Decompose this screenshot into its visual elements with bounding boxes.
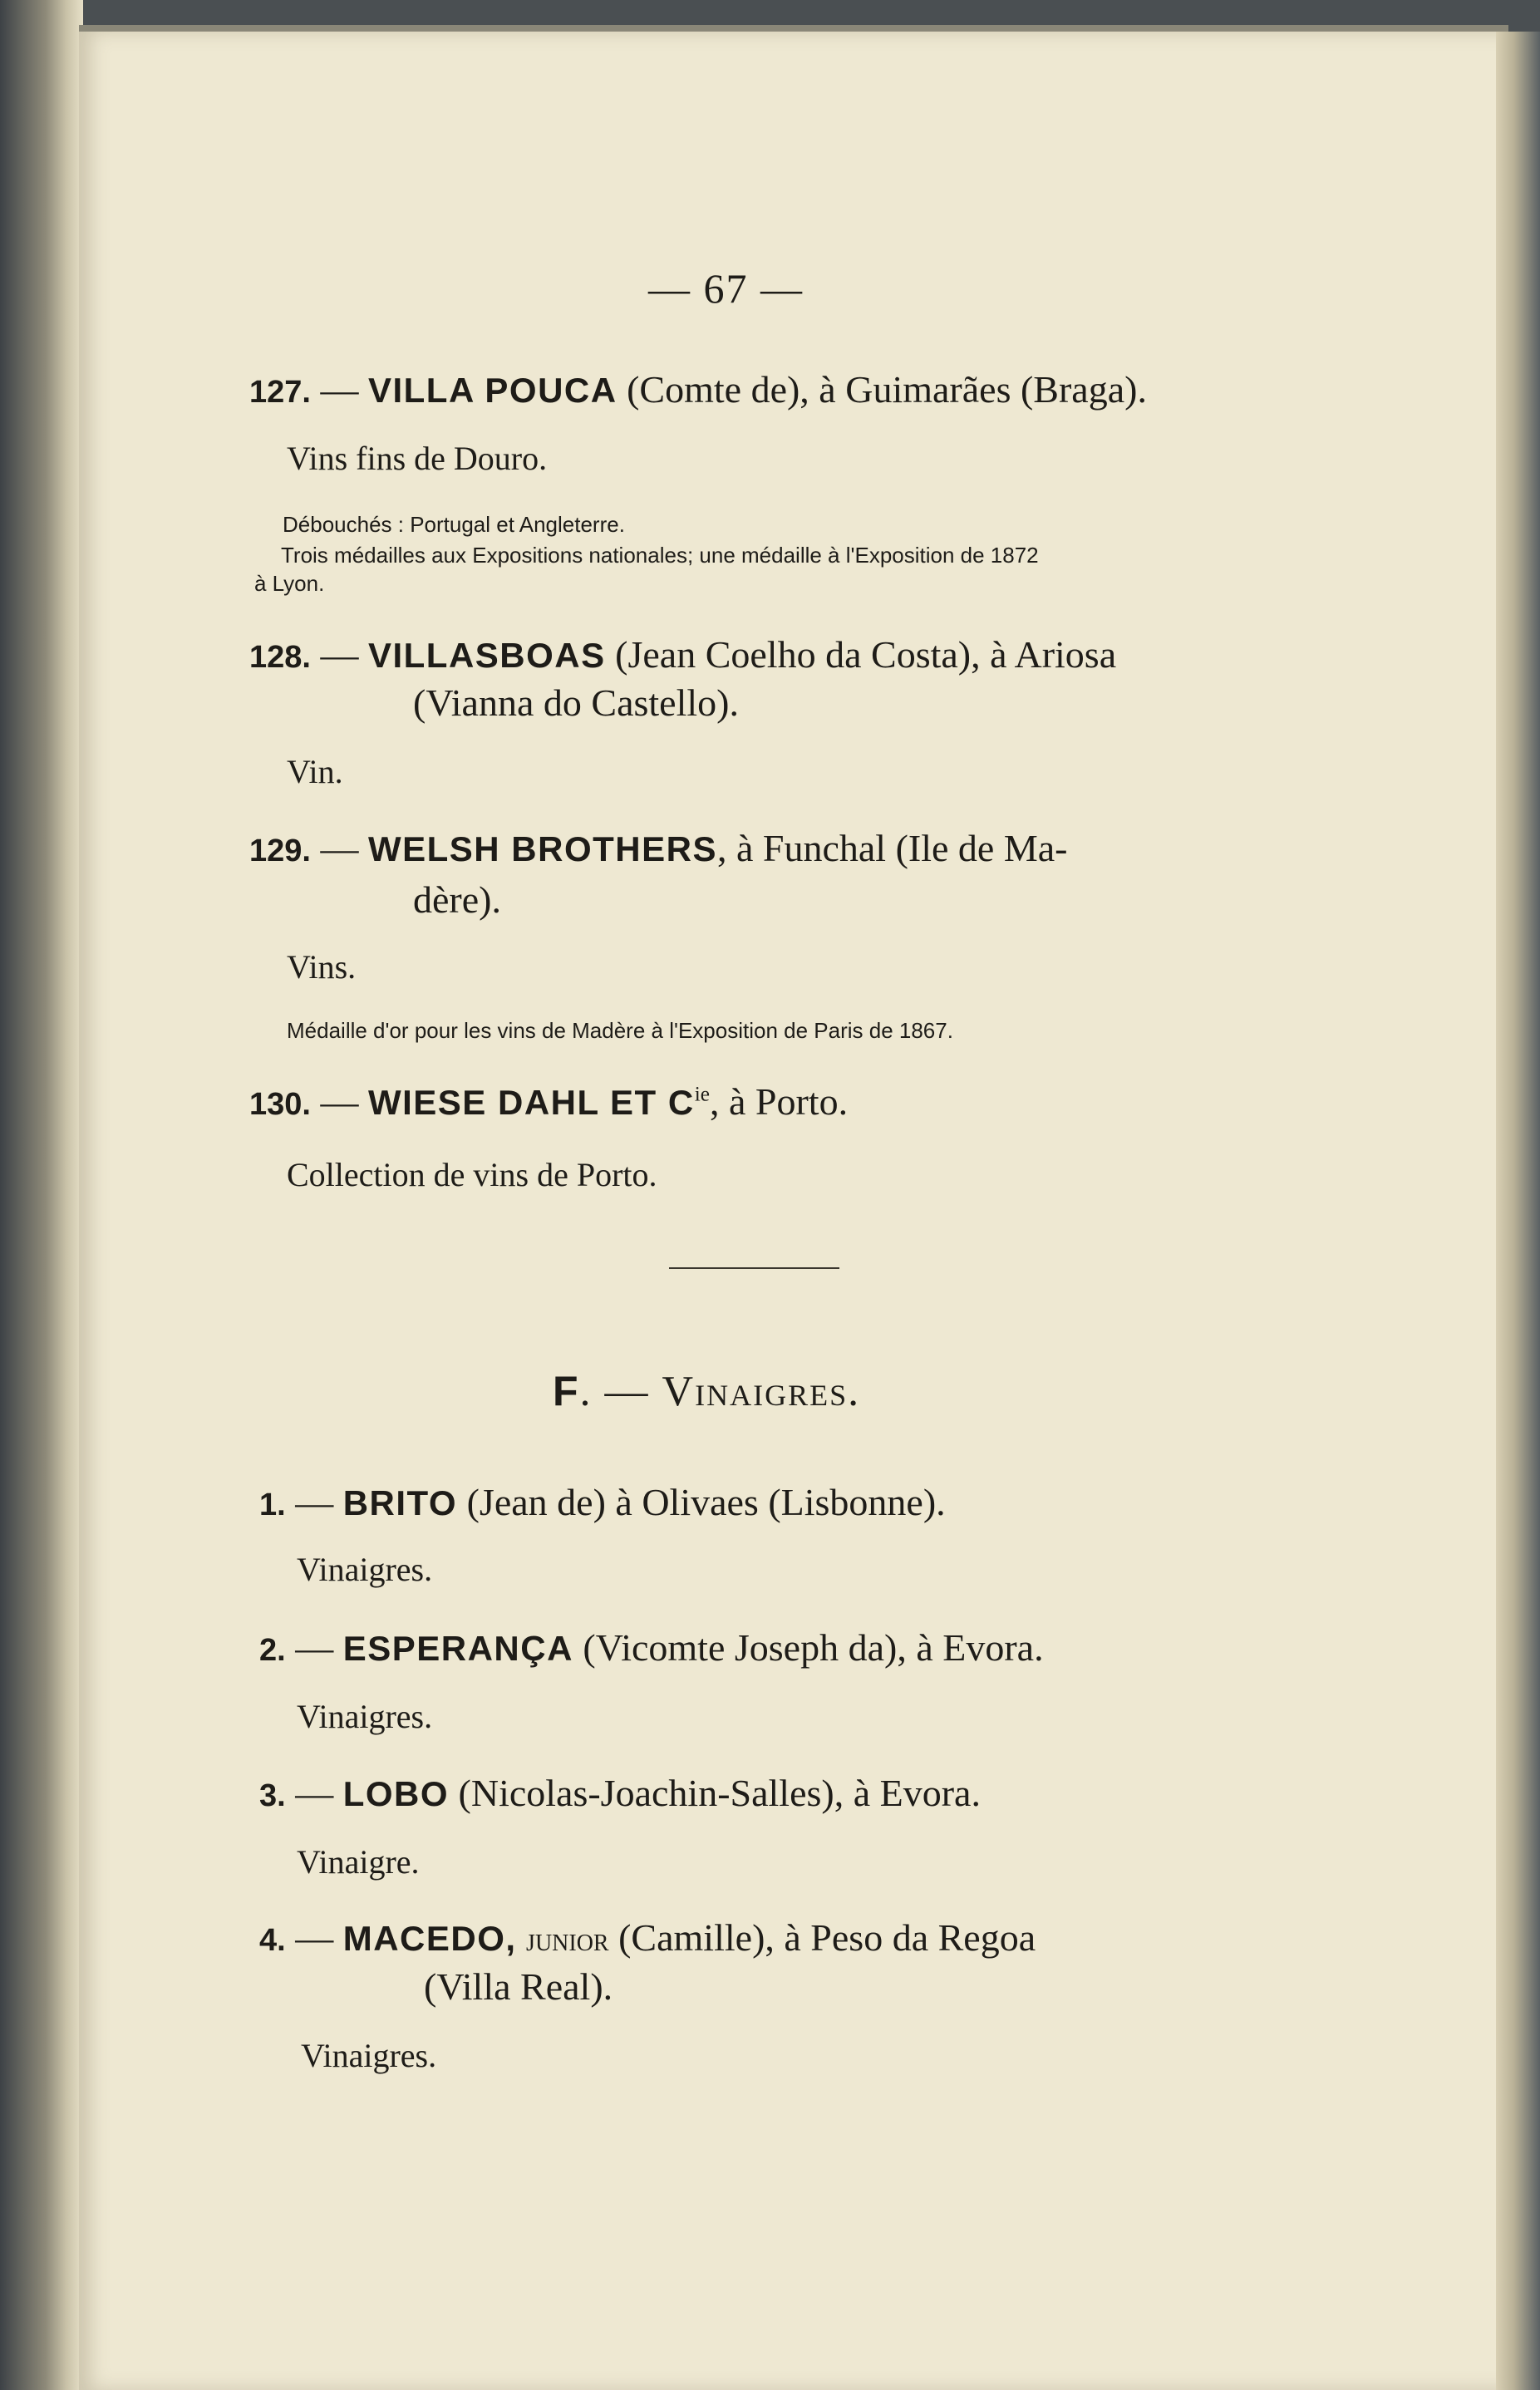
entry-name: VILLASBOAS xyxy=(367,636,606,675)
entry-number: 129. xyxy=(249,834,311,868)
entry-dash: — xyxy=(295,1481,334,1523)
entry-127-note-3: à Lyon. xyxy=(254,571,325,596)
entry-number: 1. xyxy=(259,1488,286,1522)
entry-127-note-1: Débouchés : Portugal et Angleterre. xyxy=(283,512,625,537)
entry-127-desc: Vins fins de Douro. xyxy=(287,440,548,477)
vinegar-entry-3-desc: Vinaigre. xyxy=(297,1843,420,1881)
entry-number: 2. xyxy=(259,1633,286,1668)
section-letter: F xyxy=(553,1368,580,1414)
entry-number: 4. xyxy=(259,1923,286,1958)
vinegar-entry-2-desc: Vinaigres. xyxy=(297,1698,433,1735)
entry-129-location-cont: dère). xyxy=(413,878,501,921)
entry-location: (Jean Coelho da Costa), à Ariosa xyxy=(615,633,1117,676)
entry-127-heading xyxy=(249,364,1147,418)
section-title: Vinaigres. xyxy=(662,1368,861,1415)
section-heading xyxy=(553,1367,860,1416)
vinegar-entry-4-desc: Vinaigres. xyxy=(301,2037,437,2074)
book-spine xyxy=(0,0,83,2390)
vinegar-entry-4-location-cont: (Villa Real). xyxy=(424,1965,613,2008)
section-separator: . — xyxy=(579,1368,650,1415)
entry-name: LOBO xyxy=(342,1774,450,1813)
entry-name-superscript: ie xyxy=(694,1082,710,1106)
entry-number: 127. xyxy=(249,375,311,410)
entry-dash: — xyxy=(320,633,359,676)
entry-number: 130. xyxy=(249,1087,311,1122)
page-stack-edge xyxy=(1496,32,1540,2390)
entry-location: , à Porto. xyxy=(709,1080,849,1123)
entry-129-heading xyxy=(249,823,1067,877)
vinegar-entry-2-heading xyxy=(259,1622,1044,1676)
entry-128-desc: Vin. xyxy=(287,753,343,790)
entry-name: BRITO xyxy=(342,1483,458,1522)
entry-number: 3. xyxy=(259,1778,286,1813)
entry-128-location-cont: (Vianna do Castello). xyxy=(413,681,739,724)
entry-dash: — xyxy=(320,827,359,869)
entry-129-note-1: Médaille d'or pour les vins de Madère à l'Exposition de Paris de 1867. xyxy=(287,1018,953,1043)
entry-location: , à Funchal (Ile de Ma- xyxy=(716,827,1068,869)
entry-name: WELSH BROTHERS xyxy=(367,829,717,868)
entry-130-desc: Collection de vins de Porto. xyxy=(287,1156,657,1193)
vinegar-entry-1-desc: Vinaigres. xyxy=(297,1551,433,1588)
section-divider xyxy=(669,1267,839,1269)
entry-location: (Comte de), à Guimarães (Braga). xyxy=(627,368,1147,411)
vinegar-entry-1-heading xyxy=(259,1477,946,1531)
entry-location: (Vicomte Joseph da), à Evora. xyxy=(583,1626,1044,1669)
page-number: — 67 — xyxy=(648,265,804,312)
entry-name: MACEDO, xyxy=(342,1919,517,1958)
entry-dash: — xyxy=(295,1772,334,1814)
entry-name: ESPERANÇA xyxy=(342,1629,573,1668)
entry-128-heading xyxy=(249,629,1116,683)
vinegar-entry-3-heading xyxy=(259,1768,981,1822)
entry-dash: — xyxy=(295,1626,334,1669)
entry-location: (Nicolas-Joachin-Salles), à Evora. xyxy=(458,1772,981,1814)
entry-location: (Camille), à Peso da Regoa xyxy=(618,1916,1036,1959)
entry-dash: — xyxy=(320,1080,359,1123)
entry-location: (Jean de) à Olivaes (Lisbonne). xyxy=(466,1481,946,1523)
entry-129-desc: Vins. xyxy=(287,948,357,986)
entry-name: WIESE DAHL ET C xyxy=(367,1083,695,1122)
entry-127-note-2: Trois médailles aux Expositions nationales; une médaille à l'Exposition de 1872 xyxy=(281,543,1039,568)
entry-130-heading xyxy=(249,1076,848,1130)
entry-number: 128. xyxy=(249,640,311,675)
entry-name: VILLA POUCA xyxy=(367,371,617,410)
entry-dash: — xyxy=(320,368,359,411)
vinegar-entry-4-heading xyxy=(259,1912,1036,1966)
entry-dash: — xyxy=(295,1916,334,1959)
entry-name-suffix: junior xyxy=(526,1920,609,1958)
